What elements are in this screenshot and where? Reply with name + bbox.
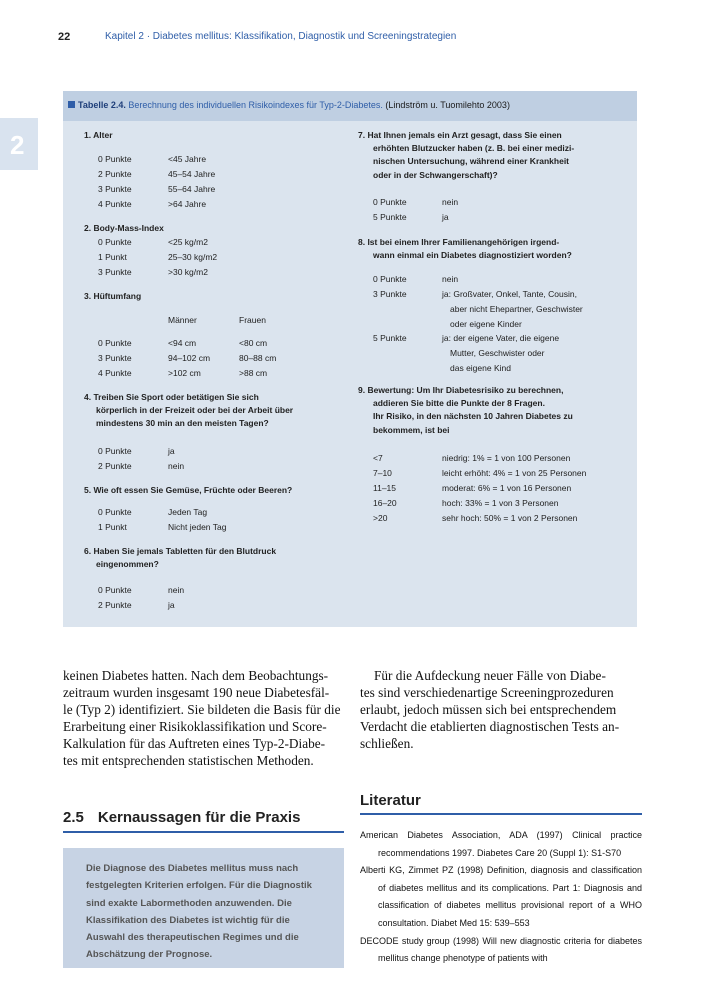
q9-row-score: 16–20	[373, 498, 397, 508]
q7-row-points: 0 Punkte	[373, 197, 407, 207]
q9-row-risk: hoch: 33% = 1 von 3 Personen	[442, 498, 559, 508]
q4-row-value: ja	[168, 446, 175, 456]
q7-title-line: nischen Untersuchung, während einer Krankheit	[373, 156, 570, 167]
q5-row-value: Nicht jeden Tag	[168, 522, 227, 532]
reference-item: American Diabetes Association, ADA (1997) Clinical practice recommendations 1997. Diabetes Care 20 (Suppl 1): S1-S70	[360, 830, 642, 858]
q9-title-line: bekommem, ist bei	[373, 424, 450, 435]
q4-row-value: nein	[168, 461, 185, 471]
q9-row-risk: sehr hoch: 50% = 1 von 2 Personen	[442, 513, 578, 523]
q1-row-points: 4 Punkte	[98, 199, 132, 209]
q7-title-line: oder in der Schwangerschaft)?	[373, 169, 498, 180]
q2-row-points: 0 Punkte	[98, 237, 132, 247]
q3-female-values	[239, 336, 276, 381]
q7-points	[373, 195, 407, 225]
q8-value-3-line: oder eigene Kinder	[450, 319, 522, 329]
q6-row-value: ja	[168, 600, 175, 610]
q6-title	[84, 545, 276, 571]
q9-title-line: 9. Bewertung: Um Ihr Diabetesrisiko zu berechnen,	[358, 385, 564, 395]
q3-row-female: >88 cm	[239, 368, 268, 378]
q8-title-line: wann einmal ein Diabetes diagnostiziert worden?	[373, 250, 572, 261]
chapter-side-tab	[0, 118, 38, 170]
paragraph-line: zeitraum wurden insgesamt 190 neue Diabetesfäl-	[63, 685, 330, 700]
q9-title-line: addieren Sie bitte die Punkte der 8 Fragen.	[373, 398, 545, 409]
literature-heading: Literatur	[360, 792, 421, 809]
paragraph-line: erlaubt, jedoch müssen sich bei entsprechendem	[360, 702, 617, 717]
q9-row-score: >20	[373, 513, 388, 523]
table-square-icon	[68, 101, 75, 108]
q8-value-3-line: ja: Großvater, Onkel, Tante, Cousin,	[442, 289, 577, 299]
q2-row-value: >30 kg/m2	[168, 267, 208, 277]
paragraph-line: tes sind verschiedenartige Screeningprozeduren	[360, 685, 614, 700]
q6-row-value: nein	[168, 585, 185, 595]
chapter-tab-number: 2	[10, 130, 25, 160]
section-number: 2.5	[63, 809, 84, 826]
q8-value-5	[442, 331, 559, 376]
section-rule	[63, 831, 344, 833]
q8-value-3	[442, 287, 583, 332]
q8-value-5-line: das eigene Kind	[450, 363, 511, 373]
q4-row-points: 0 Punkte	[98, 446, 132, 456]
q3-row-female: 80–88 cm	[239, 353, 277, 363]
q9-title-line: Ihr Risiko, in den nächsten 10 Jahren Diabetes zu	[373, 411, 573, 422]
q4-row-points: 2 Punkte	[98, 461, 132, 471]
reference-list	[360, 827, 642, 968]
q7-title	[358, 129, 633, 182]
q9-row-risk: leicht erhöht: 4% = 1 von 25 Personen	[442, 468, 587, 478]
q9-row-score: <7	[373, 453, 383, 463]
q1-points	[98, 152, 132, 212]
q7-title-line: erhöhten Blutzucker haben (z. B. bei einer medizi-	[373, 143, 575, 154]
paragraph-line: Erarbeitung einer Risikoklassifikation und Score-	[63, 719, 327, 734]
q8-value-0: nein	[442, 274, 459, 284]
table-caption	[68, 100, 510, 110]
q2-points	[98, 235, 132, 280]
reference-item: Alberti KG, Zimmet PZ (1998) Definition, diagnosis and classification of diabetes mellitus and its complications. Part 1: Diagnosis and classification of diabetes mellitus provisional report of a WHO consultation. Diabet Med 15: 539–553	[360, 865, 642, 928]
q4-title-line: 4. Treiben Sie Sport oder betätigen Sie sich	[84, 392, 259, 402]
q3-row-points: 0 Punkte	[98, 338, 132, 348]
q3-male-values	[168, 336, 210, 381]
q4-title-line: körperlich in der Freizeit oder bei der Arbeit über	[96, 405, 294, 416]
q8-points-3: 3 Punkte	[373, 289, 407, 299]
left-paragraph	[63, 667, 344, 769]
right-paragraph	[360, 667, 642, 752]
q4-values	[168, 444, 184, 474]
q8-value-5-line: Mutter, Geschwister oder	[450, 348, 545, 358]
q8-value-3-line: aber nicht Ehepartner, Geschwister	[450, 304, 583, 314]
q6-row-points: 0 Punkte	[98, 585, 132, 595]
q1-row-points: 3 Punkte	[98, 184, 132, 194]
literature-rule	[360, 813, 642, 815]
q4-title	[84, 391, 293, 431]
paragraph-line: schließen.	[360, 736, 414, 751]
q6-row-points: 2 Punkte	[98, 600, 132, 610]
q9-row-score: 11–15	[373, 483, 397, 493]
q5-values	[168, 505, 226, 535]
q7-values	[442, 195, 458, 225]
q8-title-line: 8. Ist bei einem Ihrer Familienangehörigen irgend-	[358, 237, 560, 247]
q2-title: 2. Body-Mass-Index	[84, 223, 164, 233]
q9-row-risk: moderat: 6% = 1 von 16 Personen	[442, 483, 572, 493]
q5-row-value: Jeden Tag	[168, 507, 208, 517]
q3-row-points: 3 Punkte	[98, 353, 132, 363]
q3-row-male: <94 cm	[168, 338, 197, 348]
q7-title-line: 7. Hat Ihnen jemals ein Arzt gesagt, dass Sie einen	[358, 130, 562, 140]
table-label: Tabelle 2.4.	[78, 100, 126, 110]
section-heading	[63, 809, 300, 826]
running-head: Kapitel 2 · Diabetes mellitus: Klassifikation, Diagnostik und Screeningstrategien	[105, 31, 457, 42]
q8-points-0: 0 Punkte	[373, 274, 407, 284]
q3-row-male: >102 cm	[168, 368, 201, 378]
section-title: Kernaussagen für die Praxis	[97, 809, 301, 826]
paragraph-line: le (Typ 2) identifiziert. Sie bildeten die Basis für die	[63, 702, 341, 717]
q3-row-female: <80 cm	[239, 338, 268, 348]
q9-row-risk: niedrig: 1% = 1 von 100 Personen	[442, 453, 571, 463]
q5-title: 5. Wie oft essen Sie Gemüse, Früchte oder Beeren?	[84, 485, 293, 495]
q3-points	[98, 336, 132, 381]
paragraph-line: keinen Diabetes hatten. Nach dem Beobachtungs-	[63, 668, 329, 683]
q5-row-points: 1 Punkt	[98, 522, 127, 532]
key-message-text: Die Diagnose des Diabetes mellitus muss nach festgelegten Kriterien erfolgen. Für die Diagnostik sind exakte Labormethoden anzuwenden. Die Klassifikation des Diabetes ist wichtig für die Auswahl des therapeutischen Regimes und die Abschätzung der Prognose.	[86, 863, 312, 961]
q3-col-male: Männer	[168, 315, 197, 325]
reference-item: DECODE study group (1998) Will new diagnostic criteria for diabetes mellitus change phenotype of patients with	[360, 935, 642, 964]
q6-title-line: eingenommen?	[96, 559, 159, 570]
q3-row-male: 94–102 cm	[168, 353, 211, 363]
q1-values	[168, 152, 215, 212]
q2-row-points: 3 Punkte	[98, 267, 132, 277]
q2-row-points: 1 Punkt	[98, 252, 127, 262]
q7-row-points: 5 Punkte	[373, 212, 407, 222]
q1-row-value: >64 Jahre	[168, 199, 207, 209]
q1-row-value: <45 Jahre	[168, 154, 207, 164]
q6-values	[168, 583, 184, 613]
q9-scores	[373, 451, 397, 526]
q1-row-value: 45–54 Jahre	[168, 169, 216, 179]
paragraph-line: Verdacht die etablierten diagnostischen Tests an-	[360, 719, 620, 734]
paragraph-line: Für die Aufdeckung neuer Fälle von Diabe-	[374, 668, 606, 683]
q1-title: 1. Alter	[84, 130, 113, 140]
q8-points-5: 5 Punkte	[373, 333, 407, 343]
q6-points	[98, 583, 132, 613]
q9-title	[358, 384, 633, 437]
q4-title-line: mindestens 30 min an den meisten Tagen?	[96, 418, 269, 429]
table-title: Berechnung des individuellen Risikoindexes für Typ-2-Diabetes.	[128, 100, 383, 110]
q9-row-score: 7–10	[373, 468, 392, 478]
q3-col-female: Frauen	[239, 315, 266, 325]
paragraph-line: tes mit entsprechenden statistischen Methoden.	[63, 753, 314, 768]
q8-value-5-line: ja: der eigene Vater, die eigene	[442, 333, 560, 343]
q2-values	[168, 235, 217, 280]
q1-row-value: 55–64 Jahre	[168, 184, 216, 194]
page-number: 22	[58, 31, 71, 43]
table-source: (Lindström u. Tuomilehto 2003)	[385, 100, 510, 110]
q4-points	[98, 444, 132, 474]
q2-row-value: <25 kg/m2	[168, 237, 208, 247]
q6-title-line: 6. Haben Sie jemals Tabletten für den Blutdruck	[84, 546, 277, 556]
q1-row-points: 2 Punkte	[98, 169, 132, 179]
q8-title	[358, 236, 633, 262]
q5-row-points: 0 Punkte	[98, 507, 132, 517]
q2-row-value: 25–30 kg/m2	[168, 252, 218, 262]
q3-row-points: 4 Punkte	[98, 368, 132, 378]
q5-points	[98, 505, 132, 535]
paragraph-line: Kalkulation für das Auftreten eines Typ-2-Diabe-	[63, 736, 326, 751]
q1-row-points: 0 Punkte	[98, 154, 132, 164]
q3-title: 3. Hüftumfang	[84, 291, 142, 301]
q7-row-value: nein	[442, 197, 459, 207]
q9-risks	[442, 451, 586, 526]
q7-row-value: ja	[442, 212, 449, 222]
